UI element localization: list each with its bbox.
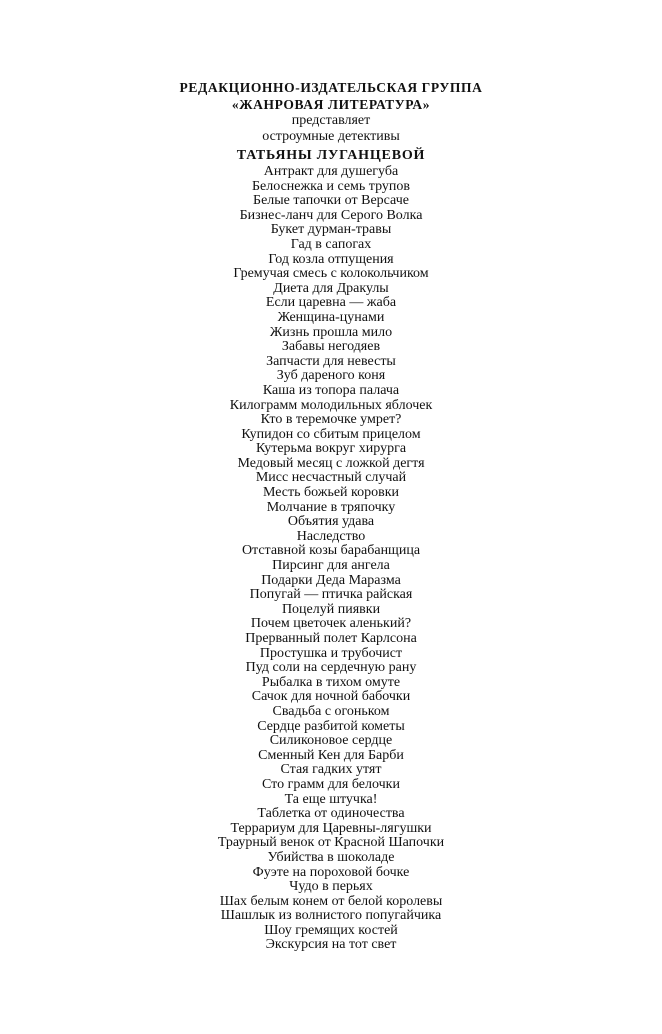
book-title: Молчание в тряпочку	[266, 499, 396, 515]
book-title: Фуэте на пороховой бочке	[252, 864, 410, 880]
book-title: Жизнь прошла мило	[269, 324, 393, 340]
book-title: Подарки Деда Маразма	[261, 572, 401, 588]
book-title: Сердце разбитой кометы	[257, 718, 405, 734]
publisher-name-line-2: «ЖАНРОВАЯ ЛИТЕРАТУРА»	[231, 97, 431, 112]
book-title: Кто в теремочке умрет?	[260, 412, 402, 428]
book-title: Почем цветочек аленький?	[250, 616, 412, 632]
book-title: Экскурсия на тот свет	[265, 937, 397, 953]
book-title: Купидон со сбитым прицелом	[241, 426, 421, 442]
book-title: Килограмм молодильных яблочек	[229, 397, 433, 413]
book-title: Забавы негодяев	[281, 339, 381, 355]
book-title: Шоу гремящих костей	[264, 922, 398, 938]
book-title: Пирсинг для ангела	[272, 558, 390, 574]
book-title: Силиконовое сердце	[269, 733, 393, 749]
publisher-name-line-1: РЕДАКЦИОННО-ИЗДАТЕЛЬСКАЯ ГРУППА	[179, 80, 483, 95]
book-title: Сто грамм для белочки	[262, 776, 400, 792]
book-title: Каша из топора палача	[262, 382, 400, 398]
book-title: Простушка и трубочист	[259, 645, 403, 661]
book-title: Месть божьей коровки	[262, 485, 400, 501]
book-title: Кутерьма вокруг хирурга	[255, 441, 407, 457]
book-title: Отставной козы барабанщица	[241, 543, 421, 559]
genre-text: остроумные детективы	[262, 129, 400, 144]
book-title: Террариум для Царевны-лягушки	[230, 820, 432, 836]
book-title: Сменный Кен для Барби	[258, 747, 404, 763]
page-header	[0, 79, 662, 165]
author-name: ТАТЬЯНЫ ЛУГАНЦЕВОЙ	[236, 148, 426, 163]
book-title: Антракт для душегуба	[263, 164, 399, 179]
book-title: Год козла отпущения	[268, 251, 394, 267]
book-title: Пуд соли на сердечную рану	[245, 660, 417, 676]
book-title: Та еще штучка!	[284, 791, 378, 807]
book-title: Шашлык из волнистого попугайчика	[220, 908, 442, 924]
book-title: Сачок для ночной бабочки	[251, 689, 411, 705]
book-title: Мисс несчастный случай	[255, 470, 407, 486]
book-title: Рыбалка в тихом омуте	[261, 674, 401, 690]
book-title: Наследство	[296, 528, 366, 544]
book-title: Гремучая смесь с колокольчиком	[233, 266, 429, 282]
book-title: Запчасти для невесты	[266, 353, 396, 369]
book-title: Зуб дареного коня	[276, 368, 386, 384]
book-title: Букет дурман-травы	[270, 222, 392, 238]
book-title: Гад в сапогах	[290, 236, 372, 252]
book-title-list	[0, 165, 662, 953]
book-title: Если царевна — жаба	[265, 295, 397, 311]
presents-text: представляет	[291, 113, 371, 128]
book-title: Шах белым конем от белой королевы	[219, 893, 443, 909]
book-title: Бизнес-ланч для Серого Волка	[239, 207, 423, 223]
book-title: Женщина-цунами	[277, 309, 385, 325]
book-title: Чудо в перьях	[289, 879, 373, 895]
book-title: Поцелуй пиявки	[281, 601, 381, 617]
book-title: Убийства в шоколаде	[267, 849, 395, 865]
book-title: Диета для Дракулы	[273, 280, 389, 296]
book-title: Таблетка от одиночества	[257, 806, 405, 822]
book-title: Траурный венок от Красной Шапочки	[217, 835, 445, 851]
book-title: Объятия удава	[287, 514, 375, 530]
book-title: Белоснежка и семь трупов	[251, 178, 411, 194]
book-title: Белые тапочки от Версаче	[253, 193, 409, 209]
book-title: Прерванный полет Карлсона	[245, 631, 417, 646]
book-title: Стая гадких утят	[280, 762, 382, 778]
book-title: Попугай — птичка райская	[249, 587, 413, 603]
book-title: Медовый месяц с ложкой дегтя	[237, 455, 425, 471]
book-title: Свадьба с огоньком	[272, 703, 390, 719]
